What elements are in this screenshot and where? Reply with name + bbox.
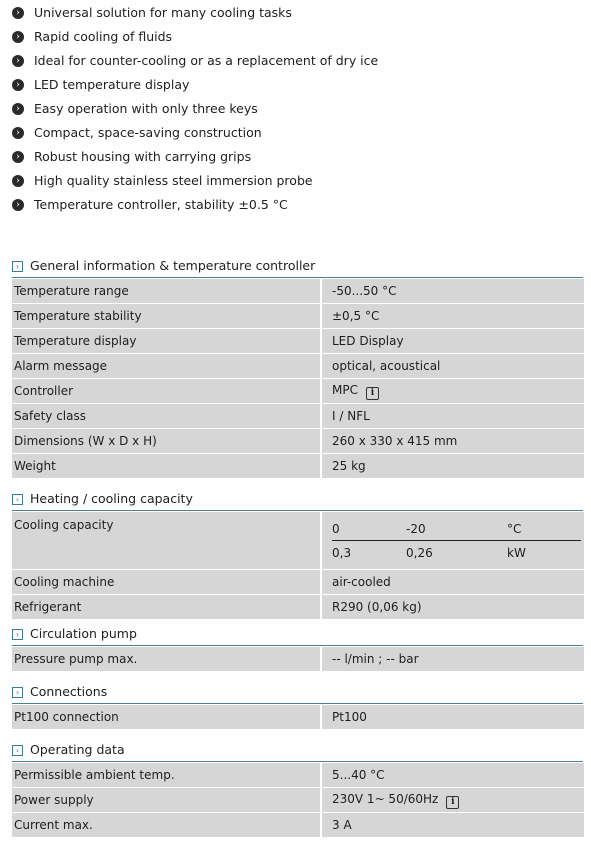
capacity-temp-unit: °C — [507, 521, 522, 536]
spec-value: 5...40 °C — [321, 763, 584, 788]
spec-label: Temperature stability — [12, 304, 321, 329]
chevron-right-circle-icon: › — [12, 199, 24, 211]
feature-text: Ideal for counter-cooling or as a replacement of dry ice — [34, 53, 379, 68]
info-icon[interactable]: i — [446, 796, 459, 809]
spec-label: Current max. — [12, 813, 321, 838]
chevron-right-square-icon: › — [12, 629, 23, 640]
table-row — [12, 705, 584, 730]
table-row — [12, 404, 584, 429]
info-icon[interactable]: i — [366, 387, 379, 400]
chevron-right-circle-icon: › — [12, 31, 24, 43]
spec-table-general — [12, 279, 584, 479]
feature-list — [12, 4, 378, 220]
feature-item — [12, 76, 378, 100]
chevron-right-circle-icon: › — [12, 7, 24, 19]
spec-table-heating — [12, 512, 584, 620]
table-row — [12, 813, 584, 838]
table-row — [12, 329, 584, 354]
feature-text: Universal solution for many cooling tasks — [34, 5, 292, 20]
spec-value: -50...50 °C — [321, 279, 584, 304]
spec-table-pump — [12, 647, 584, 672]
section-title: Circulation pump — [30, 626, 137, 641]
feature-text: Easy operation with only three keys — [34, 101, 258, 116]
spec-value: optical, acoustical — [321, 354, 584, 379]
spec-label: Cooling machine — [12, 570, 321, 595]
chevron-right-circle-icon: › — [12, 79, 24, 91]
chevron-right-square-icon: › — [12, 745, 23, 756]
capacity-temp: 0 — [332, 521, 340, 536]
feature-text: Temperature controller, stability ±0.5 °C — [34, 197, 288, 212]
spec-label: Temperature display — [12, 329, 321, 354]
feature-item — [12, 196, 378, 220]
section-header-pump[interactable] — [12, 626, 583, 646]
chevron-right-circle-icon: › — [12, 103, 24, 115]
capacity-temp-row — [332, 517, 581, 541]
table-row — [12, 512, 584, 570]
table-row — [12, 354, 584, 379]
table-row — [12, 788, 584, 813]
spec-value — [321, 379, 584, 404]
feature-item — [12, 148, 378, 172]
section-header-heating[interactable] — [12, 491, 583, 511]
chevron-right-circle-icon: › — [12, 127, 24, 139]
spec-value: R290 (0,06 kg) — [321, 595, 584, 620]
spec-label: Pressure pump max. — [12, 647, 321, 672]
feature-text: High quality stainless steel immersion probe — [34, 173, 313, 188]
spec-value: 3 A — [321, 813, 584, 838]
spec-label: Safety class — [12, 404, 321, 429]
table-row — [12, 454, 584, 479]
feature-item — [12, 52, 378, 76]
capacity-value-row — [332, 541, 584, 564]
feature-text: Compact, space-saving construction — [34, 125, 262, 140]
chevron-right-square-icon: › — [12, 687, 23, 698]
table-row — [12, 595, 584, 620]
table-row — [12, 763, 584, 788]
spec-label: Temperature range — [12, 279, 321, 304]
capacity-value: 0,26 — [406, 545, 433, 560]
spec-value: LED Display — [321, 329, 584, 354]
spec-value: 260 x 330 x 415 mm — [321, 429, 584, 454]
power-supply-value: 230V 1~ 50/60Hz — [332, 791, 439, 806]
spec-label: Permissible ambient temp. — [12, 763, 321, 788]
table-row — [12, 570, 584, 595]
capacity-value: 0,3 — [332, 545, 352, 560]
controller-value: MPC — [332, 382, 358, 397]
spec-label: Pt100 connection — [12, 705, 321, 730]
spec-label: Power supply — [12, 788, 321, 813]
table-row — [12, 429, 584, 454]
chevron-right-circle-icon: › — [12, 151, 24, 163]
cooling-capacity-grid — [321, 512, 584, 570]
section-header-connections[interactable] — [12, 684, 583, 704]
feature-item — [12, 124, 378, 148]
spec-value: -- l/min ; -- bar — [321, 647, 584, 672]
chevron-right-square-icon: › — [12, 494, 23, 505]
spec-label: Weight — [12, 454, 321, 479]
chevron-right-circle-icon: › — [12, 55, 24, 67]
feature-text: Robust housing with carrying grips — [34, 149, 252, 164]
feature-item — [12, 28, 378, 52]
capacity-temp: -20 — [406, 521, 426, 536]
spec-value: Pt100 — [321, 705, 584, 730]
table-row — [12, 304, 584, 329]
section-header-general[interactable] — [12, 258, 583, 278]
spec-label: Refrigerant — [12, 595, 321, 620]
feature-item — [12, 4, 378, 28]
spec-label: Alarm message — [12, 354, 321, 379]
spec-label: Cooling capacity — [12, 512, 321, 570]
table-row — [12, 647, 584, 672]
capacity-value-unit: kW — [507, 545, 526, 560]
spec-label: Controller — [12, 379, 321, 404]
spec-value: I / NFL — [321, 404, 584, 429]
section-title: General information & temperature controller — [30, 258, 316, 273]
table-row — [12, 379, 584, 404]
table-row — [12, 279, 584, 304]
spec-label: Dimensions (W x D x H) — [12, 429, 321, 454]
feature-item — [12, 172, 378, 196]
section-title: Operating data — [30, 742, 125, 757]
chevron-right-circle-icon: › — [12, 175, 24, 187]
feature-text: LED temperature display — [34, 77, 190, 92]
spec-value: 25 kg — [321, 454, 584, 479]
section-title: Connections — [30, 684, 108, 699]
section-header-operating[interactable] — [12, 742, 583, 762]
chevron-right-square-icon: › — [12, 261, 23, 272]
spec-value: ±0,5 °C — [321, 304, 584, 329]
spec-value — [321, 788, 584, 813]
spec-value: air-cooled — [321, 570, 584, 595]
feature-item — [12, 100, 378, 124]
spec-table-operating — [12, 763, 584, 838]
feature-text: Rapid cooling of fluids — [34, 29, 173, 44]
section-title: Heating / cooling capacity — [30, 491, 193, 506]
spec-table-connections — [12, 705, 584, 730]
